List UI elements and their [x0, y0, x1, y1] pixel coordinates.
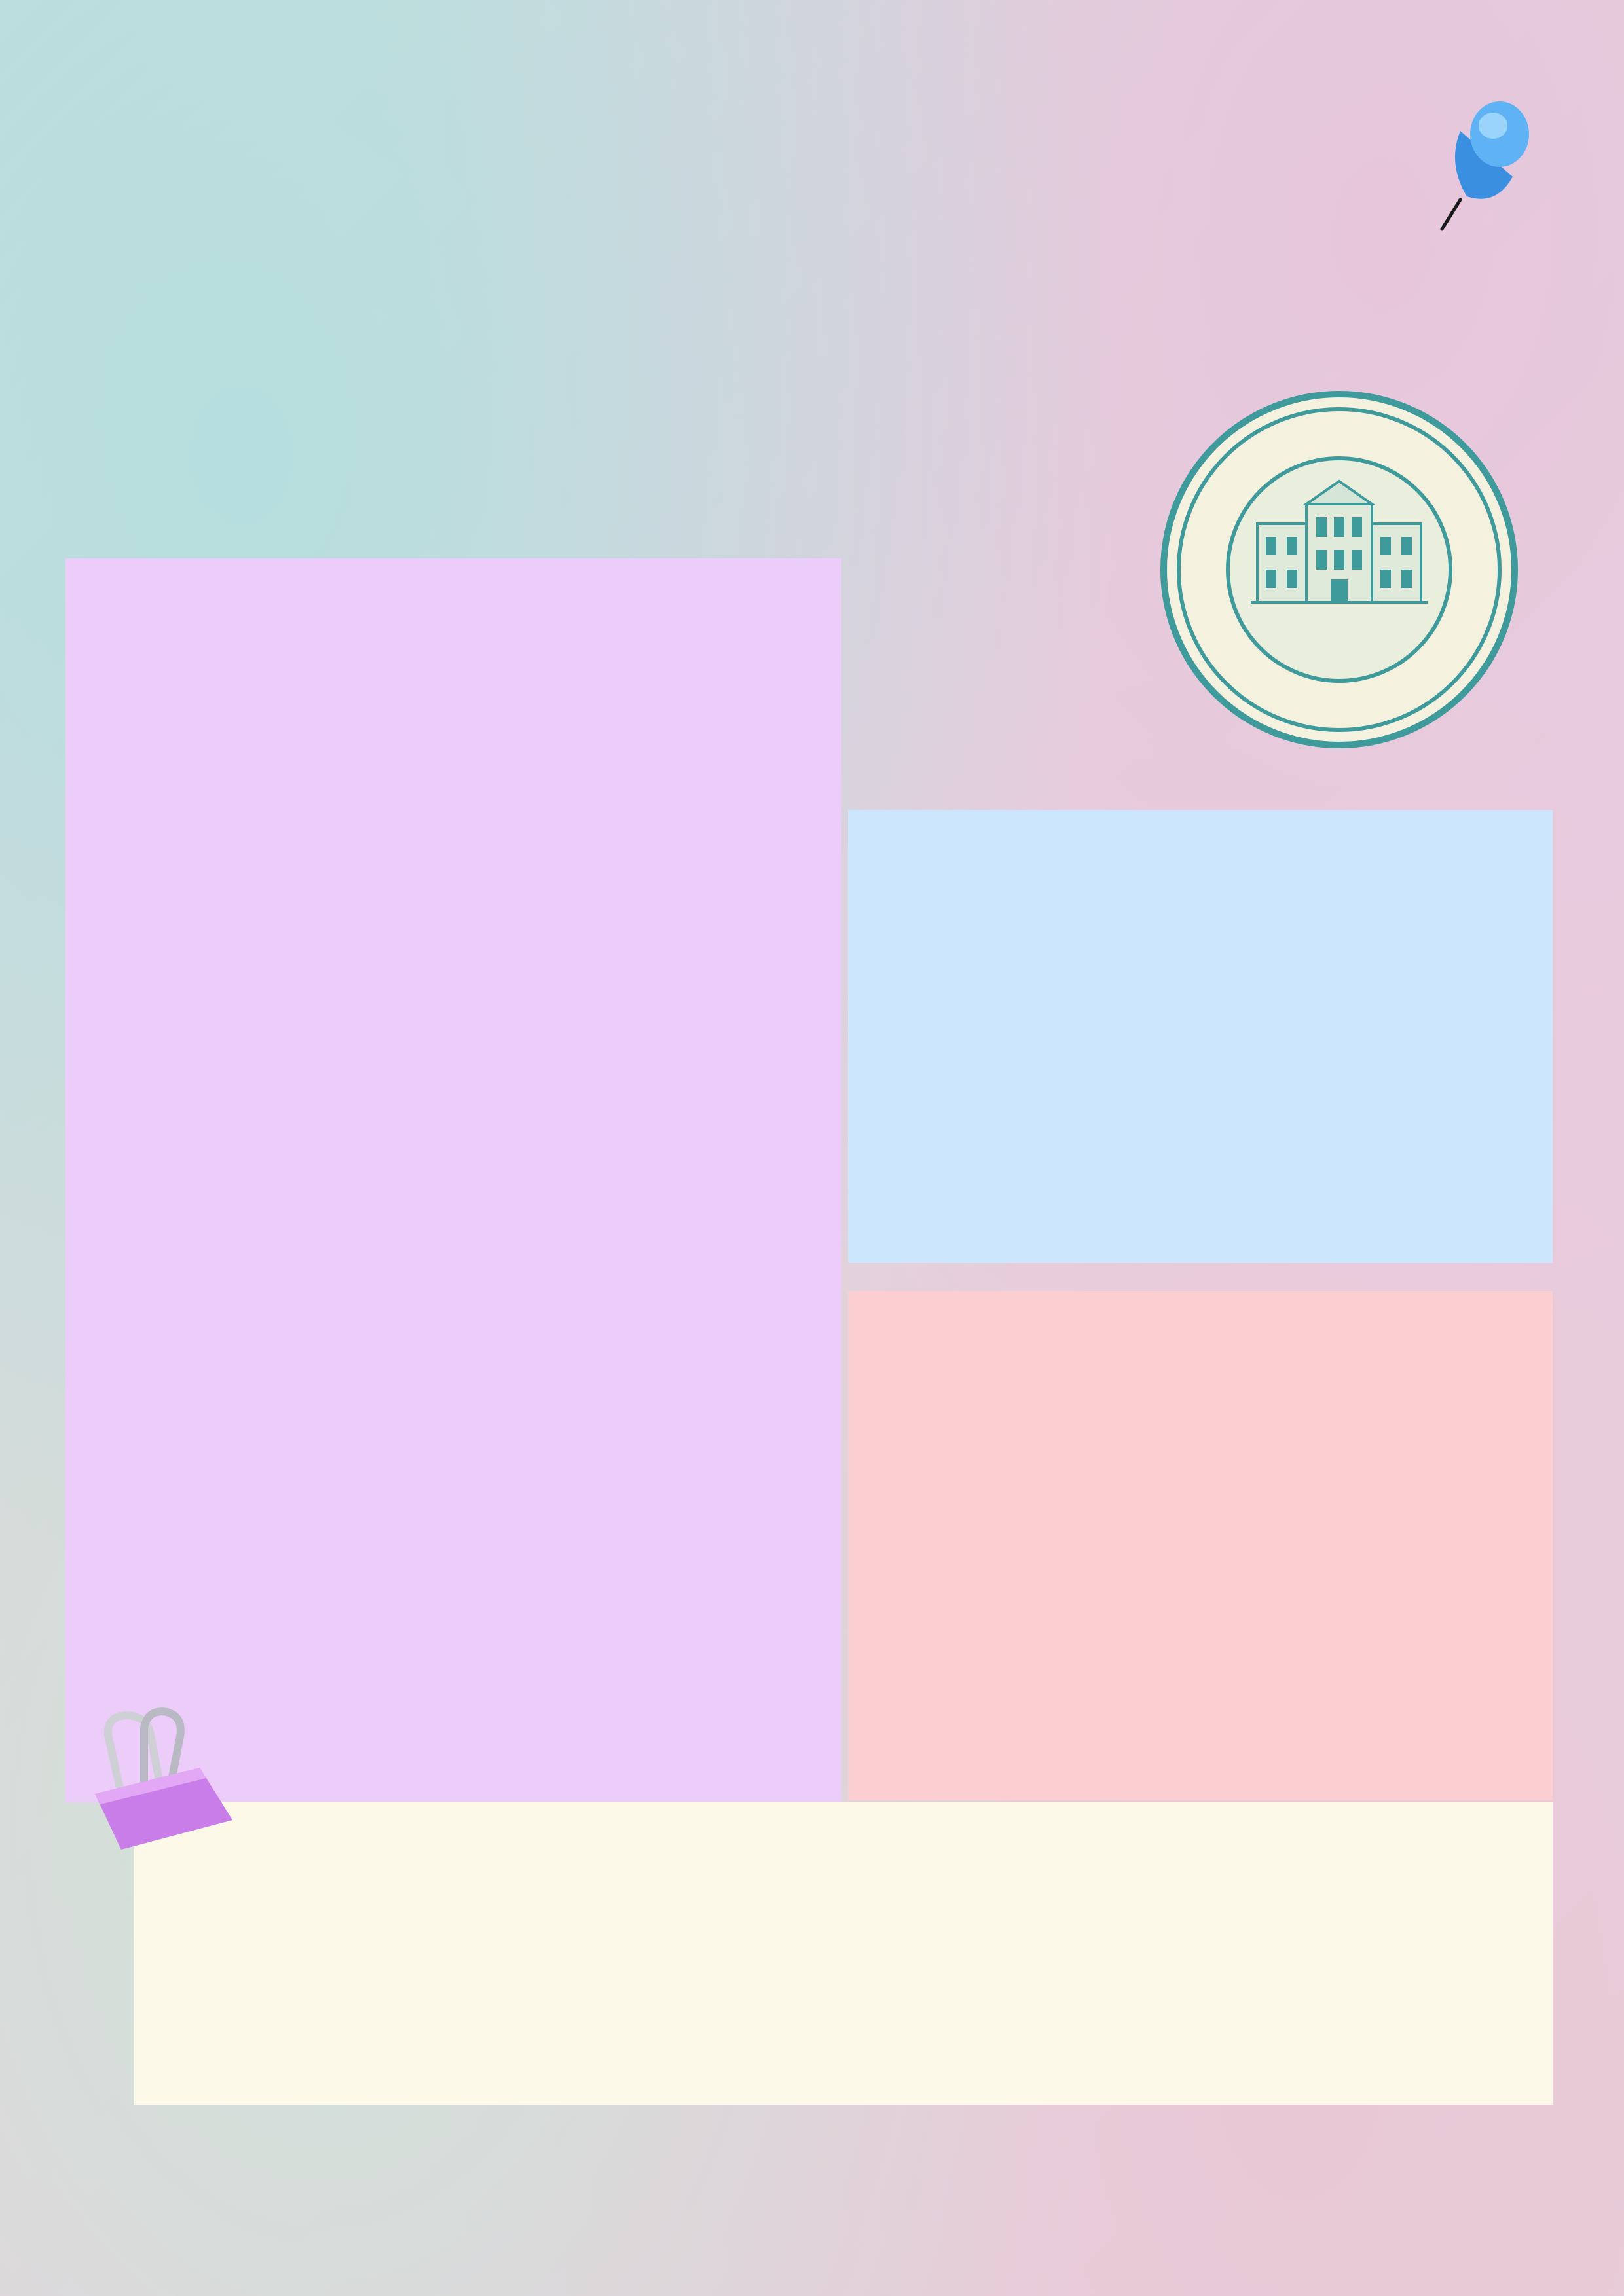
roundtable-climed: [848, 1291, 1553, 1800]
schedule-panel: [65, 558, 841, 1802]
push-pin-icon: [1434, 92, 1532, 242]
binder-clip-icon: [82, 1696, 242, 1856]
zoom-info-panel: [134, 1802, 1553, 2105]
university-seal-logo: [1159, 390, 1519, 750]
roundtable-cluvex: [848, 810, 1553, 1263]
